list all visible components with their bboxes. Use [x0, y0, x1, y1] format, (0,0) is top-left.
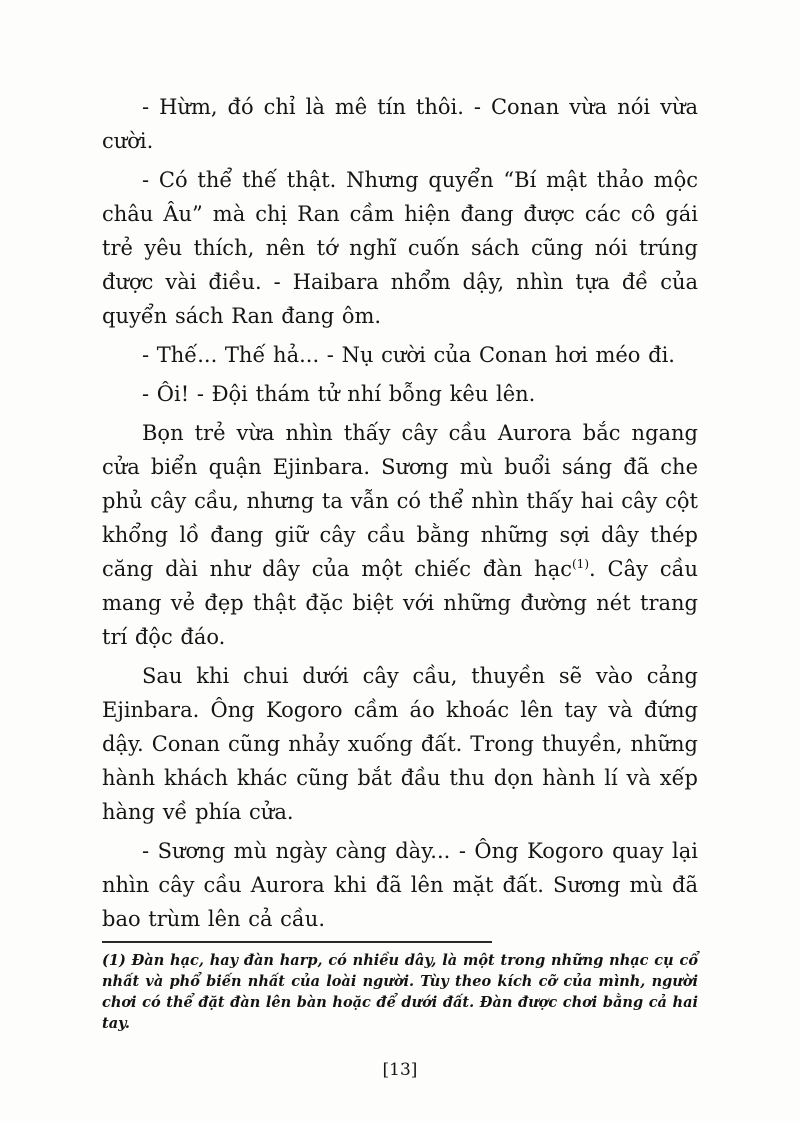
- page-body-text: [102, 90, 698, 941]
- paragraph-dialogue-1: - Hừm, đó chỉ là mê tín thôi. - Conan vừa nói vừa cười.: [102, 95, 698, 153]
- footnote-marker: (1): [572, 557, 589, 571]
- paragraph-dialogue-2: - Có thể thế thật. Nhưng quyển “Bí mật thảo mộc châu Âu” mà chị Ran cầm hiện đang được các cô gái trẻ yêu thích, nên tớ nghĩ cuốn sách cũng nói trúng được vài điều. - Haibara nhổm dậy, nhìn tựa đề của quyển sách Ran đang ôm.: [102, 168, 698, 328]
- paragraph-narration-2: Sau khi chui dưới cây cầu, thuyền sẽ vào cảng Ejinbara. Ông Kogoro cầm áo khoác lên tay và đứng dậy. Conan cũng nhảy xuống đất. Trong thuyền, những hành khách khác cũng bắt đầu thu dọn hành lí và xếp hàng về phía cửa.: [102, 664, 698, 824]
- paragraph-narration-1: [102, 416, 698, 654]
- page-number: [13]: [382, 1060, 418, 1080]
- paragraph-text-after-marker: . Cây cầu mang vẻ đẹp thật đặc biệt với những đường nét trang trí độc đáo.: [102, 557, 699, 649]
- paragraph-text-before-marker: Bọn trẻ vừa nhìn thấy cây cầu Aurora bắc ngang cửa biển quận Ejinbara. Sương mù buổi sáng đã che phủ cây cầu, nhưng ta vẫn có thể nhìn thấy hai cây cột khổng lồ đang giữ cây cầu bằng những sợi dây thép căng dài như dây của một chiếc đàn hạc: [102, 421, 698, 581]
- footnote-text: (1) Đàn hạc, hay đàn harp, có nhiều dây, là một trong những nhạc cụ cổ nhất và phổ biến nhất của loài người. Tùy theo kích cỡ của mình, người chơi có thể đặt đàn lên bàn hoặc để dưới đất. Đàn được chơi bằng cả hai tay.: [102, 952, 698, 1032]
- paragraph-dialogue-4: - Ôi! - Đội thám tử nhí bỗng kêu lên.: [142, 382, 536, 406]
- paragraph-dialogue-5: - Sương mù ngày càng dày... - Ông Kogoro quay lại nhìn cây cầu Aurora khi đã lên mặt đất. Sương mù đã bao trùm lên cả cầu.: [102, 839, 698, 931]
- footnote-divider: [102, 941, 492, 943]
- footnote-section: [102, 941, 698, 1034]
- paragraph-dialogue-3: - Thế... Thế hả... - Nụ cười của Conan hơi méo đi.: [142, 343, 675, 367]
